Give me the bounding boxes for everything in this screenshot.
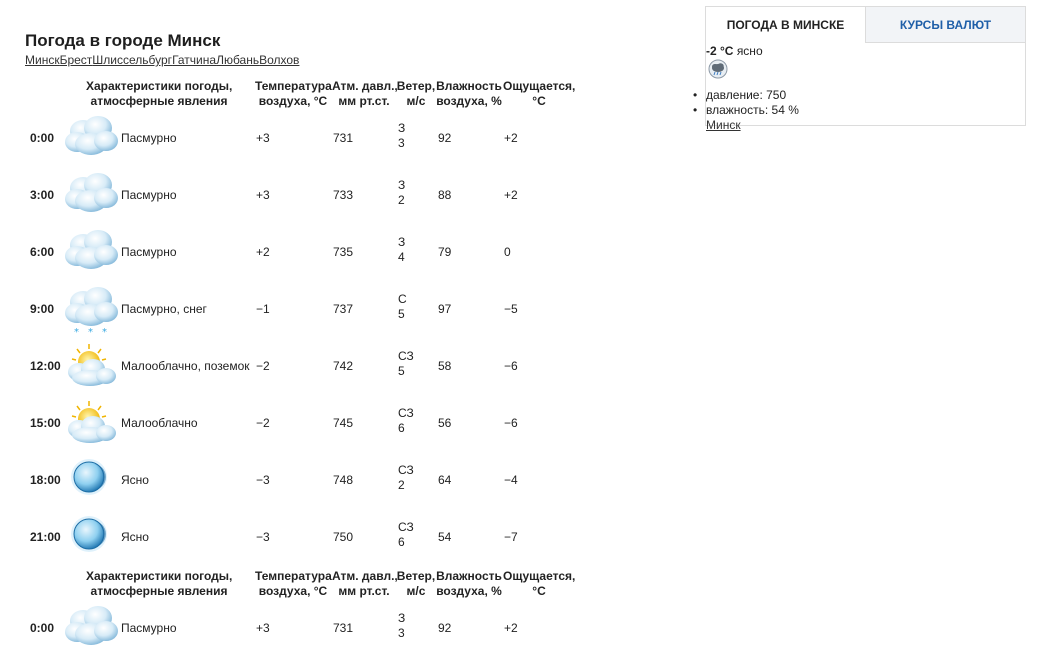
- row-humidity: 79: [438, 245, 452, 259]
- row-pressure: 742: [333, 359, 354, 373]
- row-pressure: 737: [333, 302, 354, 316]
- row-wind-speed: 5: [398, 307, 405, 321]
- row-feels-like: +2: [504, 131, 518, 145]
- row-description: Пасмурно: [121, 621, 177, 635]
- row-time: 12:00: [30, 359, 61, 373]
- widget-pressure: • давление: 750: [706, 88, 799, 103]
- row-humidity: 88: [438, 188, 452, 202]
- row-humidity: 97: [438, 302, 452, 316]
- row-time: 21:00: [30, 530, 61, 544]
- header-temperature: Температура воздуха, °C: [255, 79, 332, 108]
- row-feels-like: 0: [504, 245, 511, 259]
- row-time: 6:00: [30, 245, 55, 259]
- table-row: [0, 224, 690, 281]
- city-link-minsk[interactable]: Минск: [25, 53, 60, 67]
- row-description: Малооблачно: [121, 416, 198, 430]
- row-wind-speed: 3: [398, 136, 405, 150]
- header-characteristics: Характеристики погоды, атмосферные явления: [86, 79, 233, 108]
- row-wind-speed: 2: [398, 478, 405, 492]
- row-pressure: 750: [333, 530, 354, 544]
- row-wind-direction: З: [398, 235, 406, 249]
- city-link-volkhov[interactable]: Волхов: [259, 53, 300, 67]
- svg-text:*: *: [102, 327, 107, 335]
- city-link-luban[interactable]: Любань: [216, 53, 260, 67]
- row-description: Малооблачно, поземок: [121, 359, 250, 373]
- row-time: 15:00: [30, 416, 61, 430]
- row-description: Пасмурно, снег: [121, 302, 207, 316]
- header-pressure: Атм. давл., мм рт.ст.: [332, 569, 398, 598]
- row-wind-direction: З: [398, 121, 406, 135]
- header-wind: Ветер, м/с: [396, 569, 436, 598]
- row-pressure: 735: [333, 245, 354, 259]
- header-temperature: Температура воздуха, °C: [255, 569, 332, 598]
- row-temperature: −3: [256, 530, 270, 544]
- row-wind-direction: З: [398, 178, 406, 192]
- page-title: Погода в городе Минск: [25, 31, 221, 50]
- row-wind: [398, 611, 405, 641]
- widget-humidity: • влажность: 54 %: [706, 103, 799, 118]
- row-description: Ясно: [121, 530, 149, 544]
- tab-currency-rates[interactable]: КУРСЫ ВАЛЮТ: [866, 7, 1025, 43]
- table-row: [0, 395, 690, 452]
- row-wind-speed: 6: [398, 535, 405, 549]
- row-wind: [398, 520, 414, 550]
- row-description: Пасмурно: [121, 131, 177, 145]
- overcast-icon: [63, 167, 119, 221]
- row-feels-like: −5: [504, 302, 518, 316]
- partly-cloudy-icon: [63, 395, 119, 449]
- table-header: [0, 79, 690, 111]
- current-desc: ясно: [736, 44, 763, 58]
- overcast-icon: [63, 224, 119, 278]
- row-humidity: 64: [438, 473, 452, 487]
- row-wind: [398, 349, 414, 379]
- row-wind: [398, 235, 405, 265]
- row-feels-like: −4: [504, 473, 518, 487]
- row-wind-direction: З: [398, 611, 406, 625]
- row-pressure: 745: [333, 416, 354, 430]
- row-time: 3:00: [30, 188, 55, 202]
- row-pressure: 731: [333, 621, 354, 635]
- table-header-repeat: [0, 569, 690, 601]
- row-wind: [398, 406, 414, 436]
- row-wind: [398, 292, 407, 322]
- row-temperature: −2: [256, 359, 270, 373]
- weather-widget: [705, 6, 1026, 132]
- table-row: [0, 110, 690, 167]
- widget-city-link[interactable]: Минск: [706, 118, 741, 132]
- row-humidity: 56: [438, 416, 452, 430]
- overcast-snow-icon: [63, 281, 119, 335]
- table-row: [0, 509, 690, 566]
- row-wind-speed: 6: [398, 421, 405, 435]
- row-time: 18:00: [30, 473, 61, 487]
- tab-weather-minsk[interactable]: ПОГОДА В МИНСКЕ: [706, 7, 866, 43]
- row-feels-like: −7: [504, 530, 518, 544]
- row-description: Ясно: [121, 473, 149, 487]
- row-wind: [398, 178, 405, 208]
- header-feels-like: Ощущается, °C: [503, 569, 576, 598]
- row-temperature: +3: [256, 131, 270, 145]
- row-wind-direction: СЗ: [398, 406, 414, 420]
- row-time: 9:00: [30, 302, 55, 316]
- table-row: [0, 167, 690, 224]
- city-link-brest[interactable]: Брест: [59, 53, 93, 67]
- city-links: [25, 53, 299, 67]
- row-wind-speed: 4: [398, 250, 405, 264]
- weather-mini-icon: [708, 59, 728, 79]
- overcast-icon: [63, 600, 119, 654]
- row-time: 0:00: [30, 621, 55, 635]
- overcast-icon: [63, 110, 119, 164]
- header-characteristics: Характеристики погоды, атмосферные явления: [86, 569, 233, 598]
- widget-details: [706, 88, 799, 118]
- clear-night-icon: [63, 452, 119, 506]
- svg-text:*: *: [88, 327, 93, 335]
- row-feels-like: +2: [504, 621, 518, 635]
- city-link-gatchina[interactable]: Гатчина: [172, 53, 217, 67]
- row-wind-speed: 2: [398, 193, 405, 207]
- row-humidity: 92: [438, 131, 452, 145]
- row-temperature: −2: [256, 416, 270, 430]
- header-humidity: Влажность воздуха, %: [436, 79, 502, 108]
- clear-night-icon: [63, 509, 119, 563]
- table-row: [0, 452, 690, 509]
- header-pressure: Атм. давл., мм рт.ст.: [332, 79, 398, 108]
- row-feels-like: −6: [504, 416, 518, 430]
- row-temperature: −3: [256, 473, 270, 487]
- row-wind-direction: СЗ: [398, 520, 414, 534]
- row-wind: [398, 463, 414, 493]
- row-pressure: 733: [333, 188, 354, 202]
- row-temperature: +3: [256, 621, 270, 635]
- svg-text:*: *: [74, 327, 79, 335]
- city-link-shlisselburg[interactable]: Шлиссельбург: [92, 53, 173, 67]
- header-humidity: Влажность воздуха, %: [436, 569, 502, 598]
- header-wind: Ветер, м/с: [396, 79, 436, 108]
- row-time: 0:00: [30, 131, 55, 145]
- row-pressure: 748: [333, 473, 354, 487]
- row-description: Пасмурно: [121, 245, 177, 259]
- current-weather: [706, 44, 763, 58]
- table-row: [0, 281, 690, 338]
- row-description: Пасмурно: [121, 188, 177, 202]
- table-row: [0, 600, 690, 657]
- partly-cloudy-icon: [63, 338, 119, 392]
- row-temperature: +2: [256, 245, 270, 259]
- header-feels-like: Ощущается, °C: [503, 79, 576, 108]
- row-humidity: 58: [438, 359, 452, 373]
- table-row: [0, 338, 690, 395]
- row-temperature: +3: [256, 188, 270, 202]
- current-temp: -2 °C: [706, 44, 734, 58]
- row-wind-direction: СЗ: [398, 349, 414, 363]
- row-feels-like: −6: [504, 359, 518, 373]
- row-pressure: 731: [333, 131, 354, 145]
- row-feels-like: +2: [504, 188, 518, 202]
- row-wind: [398, 121, 405, 151]
- row-wind-speed: 5: [398, 364, 405, 378]
- row-wind-direction: СЗ: [398, 463, 414, 477]
- row-wind-direction: С: [398, 292, 407, 306]
- row-wind-speed: 3: [398, 626, 405, 640]
- row-temperature: −1: [256, 302, 270, 316]
- row-humidity: 54: [438, 530, 452, 544]
- row-humidity: 92: [438, 621, 452, 635]
